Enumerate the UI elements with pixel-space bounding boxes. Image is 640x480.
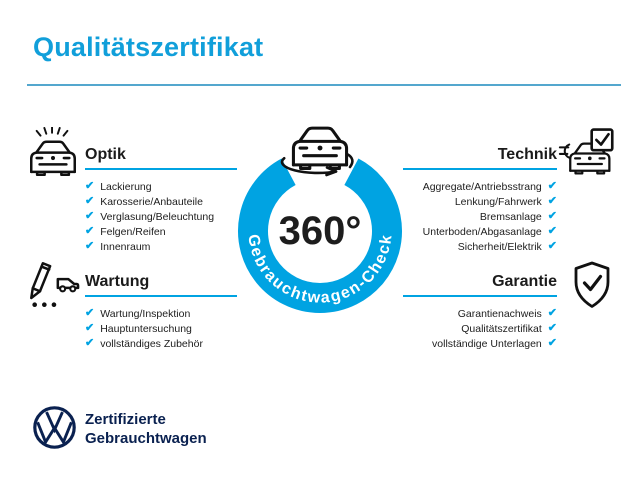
checklist <box>403 179 557 254</box>
checklist-item <box>85 224 237 239</box>
check-icon: ✔ <box>547 307 557 319</box>
checklist-item-label: vollständiges Zubehör <box>100 337 203 350</box>
check-icon: ✔ <box>547 180 557 192</box>
section-heading: Wartung <box>85 273 150 290</box>
section-underline <box>85 168 237 170</box>
checklist-item-label: Garantienachweis <box>457 307 542 320</box>
checklist-item-label: Lackierung <box>100 180 152 193</box>
checklist-item-label: Verglasung/Beleuchtung <box>100 210 215 223</box>
check-icon: ✔ <box>85 337 95 349</box>
checklist-item <box>85 321 237 336</box>
checklist <box>85 179 237 254</box>
section-technik <box>403 145 557 254</box>
checklist-item-label: Bremsanlage <box>479 210 542 223</box>
360-check-badge <box>230 118 410 323</box>
check-icon: ✔ <box>547 210 557 222</box>
checklist-item <box>85 209 237 224</box>
checklist-item-label: Aggregate/Antriebsstrang <box>422 180 542 193</box>
checklist-item-label: Innenraum <box>100 240 151 253</box>
page-title: Qualitätszertifikat <box>33 32 264 62</box>
degree-label: 360° <box>278 209 362 253</box>
section-underline <box>85 295 237 297</box>
header-divider <box>27 84 621 86</box>
check-icon: ✔ <box>547 240 557 252</box>
brand-claim-line1: Zertifizierte <box>85 411 166 428</box>
checklist-item-label: Wartung/Inspektion <box>100 307 191 320</box>
checklist-item <box>85 194 237 209</box>
checklist-item <box>403 209 557 224</box>
check-icon: ✔ <box>85 307 95 319</box>
checklist-item <box>403 306 557 321</box>
checklist-item-label: vollständige Unterlagen <box>432 337 542 350</box>
checklist-item <box>85 336 237 351</box>
shield-check-icon <box>569 260 615 310</box>
ring-label: Gebrauchtwagen-Check <box>244 233 396 307</box>
section-heading: Optik <box>85 146 126 163</box>
checklist-item <box>403 194 557 209</box>
check-icon: ✔ <box>85 240 95 252</box>
checklist <box>85 306 237 351</box>
section-underline <box>403 295 557 297</box>
section-optik <box>85 145 237 254</box>
check-icon: ✔ <box>547 195 557 207</box>
car-rotate-icon <box>282 128 352 175</box>
checklist <box>403 306 557 351</box>
checklist-item <box>85 239 237 254</box>
check-icon: ✔ <box>85 180 95 192</box>
checklist-item <box>403 336 557 351</box>
checklist-item-label: Sicherheit/Elektrik <box>457 240 542 253</box>
checklist-item <box>85 306 237 321</box>
pencil-checklist-car-icon <box>26 258 80 310</box>
checklist-item-label: Hauptuntersuchung <box>100 322 192 335</box>
check-icon: ✔ <box>85 210 95 222</box>
checklist-item <box>403 321 557 336</box>
checklist-item <box>403 224 557 239</box>
checklist-item-label: Felgen/Reifen <box>100 225 166 238</box>
section-heading: Technik <box>497 146 557 163</box>
checklist-item-label: Qualitätszertifikat <box>461 322 542 335</box>
checklist-item <box>403 179 557 194</box>
vw-logo <box>32 405 77 455</box>
check-icon: ✔ <box>85 225 95 237</box>
check-icon: ✔ <box>547 337 557 349</box>
car-with-checkbox-icon <box>558 128 616 178</box>
brand-claim <box>85 410 207 448</box>
brand-claim-line2: Gebrauchtwagen <box>85 430 207 447</box>
section-wartung <box>85 272 237 351</box>
checklist-item-label: Unterboden/Abgasanlage <box>422 225 542 238</box>
checklist-item <box>403 239 557 254</box>
shining-car-icon <box>26 127 80 177</box>
section-heading: Garantie <box>492 273 557 290</box>
section-garantie <box>403 272 557 351</box>
checklist-item <box>85 179 237 194</box>
checklist-item-label: Karosserie/Anbauteile <box>100 195 203 208</box>
checklist-item-label: Lenkung/Fahrwerk <box>454 195 542 208</box>
check-icon: ✔ <box>85 322 95 334</box>
check-icon: ✔ <box>547 225 557 237</box>
section-underline <box>403 168 557 170</box>
check-icon: ✔ <box>85 195 95 207</box>
check-icon: ✔ <box>547 322 557 334</box>
